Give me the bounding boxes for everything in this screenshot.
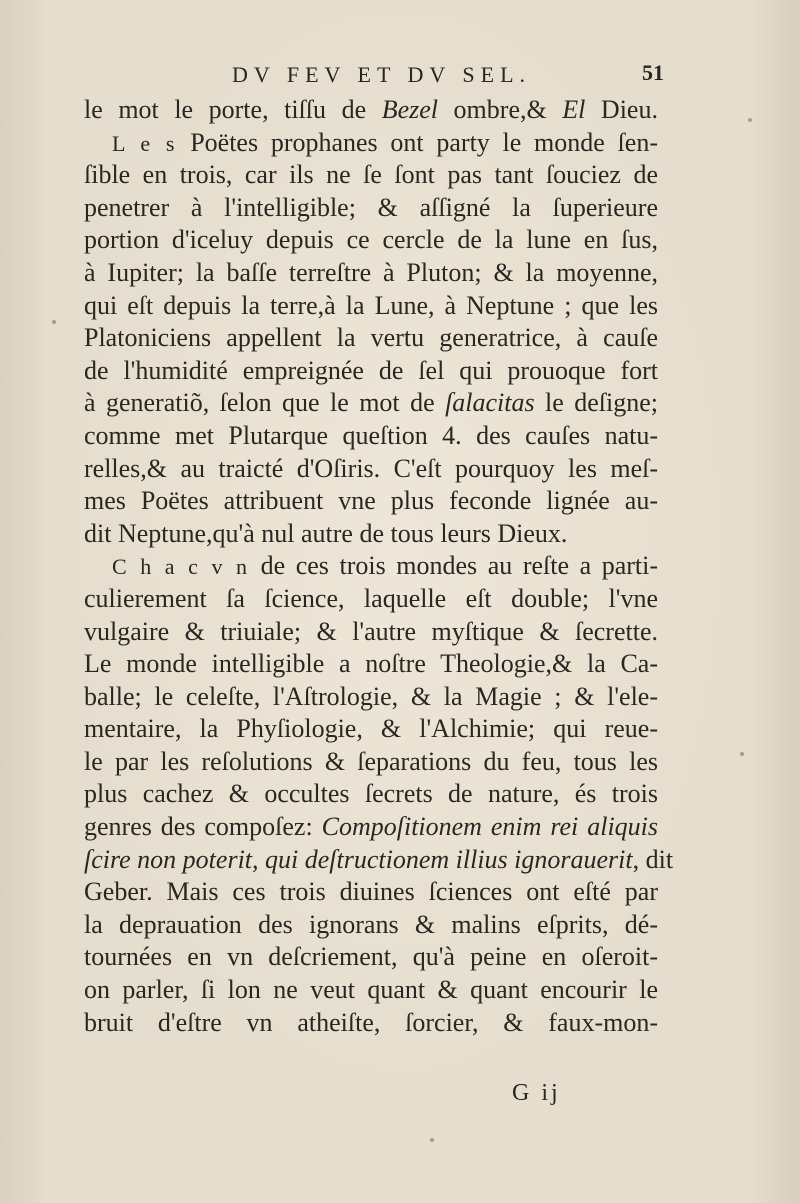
paper-speck [740, 752, 744, 756]
text-line: on parler, ſi lon ne veut quant & quant encourir le [84, 975, 658, 1005]
text-line: culierement ſa ſcience, laquelle eſt double; l'vne [84, 583, 658, 613]
text-line: vulgaire & triuiale; & l'autre myſtique & ſecrette. [84, 616, 658, 646]
text-line: genres des compoſez: Compoſitionem enim rei aliquis [84, 812, 659, 842]
text-line: balle; le celeſte, l'Aſtrologie, & la Magie ; & l'ele- [84, 681, 658, 711]
text-line: de l'humidité empreignée de ſel qui prouoque fort [84, 355, 658, 385]
text-line: mes Poëtes attribuent vne plus feconde lignée au- [84, 486, 658, 516]
text-line: portion d'iceluy depuis ce cercle de la lune en ſus, [84, 225, 658, 255]
text-line: bruit d'eſtre vn atheiſte, ſorcier, & faux-mon- [84, 1007, 658, 1037]
text-line: Platoniciens appellent la vertu generatrice, à cauſe [84, 323, 658, 353]
running-head: DV FEV ET DV SEL. [232, 62, 532, 87]
page-header [0, 62, 800, 96]
text-line: L e s Poëtes prophanes ont party le monde ſen- [112, 127, 658, 157]
text-line: tournées en vn deſcriement, qu'à peine en oſeroit- [84, 942, 658, 972]
text-line: le mot le porte, tiſſu de Bezel ombre,& El Dieu. [84, 95, 658, 124]
text-line: ſcire non poterit, qui deſtructionem illius ignorauerit, dit [84, 844, 674, 874]
text-line: mentaire, la Phyſiologie, & l'Alchimie; qui reue- [84, 714, 658, 744]
text-line: penetrer à l'intelligible; & aſſigné la ſuperieure [84, 192, 658, 222]
text-line: le par les reſolutions & ſeparations du feu, tous les [84, 746, 658, 776]
body-text [84, 94, 674, 1039]
text-line: ſible en trois, car ils ne ſe ſont pas tant ſouciez de [84, 160, 658, 190]
signature-mark: G ij [512, 1080, 561, 1106]
text-line: à generatiõ, ſelon que le mot de ſalacitas le deſigne; [84, 388, 659, 418]
text-line: relles,& au traicté d'Oſiris. C'eſt pourquoy les meſ- [84, 453, 658, 483]
paper-speck [748, 118, 752, 122]
text-line: comme met Plutarque queſtion 4. des cauſes natu- [84, 420, 658, 450]
text-line: Geber. Mais ces trois diuines ſciences ont eſté par [84, 877, 658, 907]
page-number: 51 [642, 60, 664, 85]
text-line: plus cachez & occultes ſecrets de nature, és trois [84, 779, 658, 809]
text-line: C h a c v n de ces trois mondes au reſte a parti- [112, 551, 658, 581]
text-line: dit Neptune,qu'à nul autre de tous leurs Dieux. [84, 518, 568, 548]
text-line: Le monde intelligible a noſtre Theologie,& la Ca- [84, 649, 658, 679]
text-line: la deprauation des ignorans & malins eſprits, dé- [84, 909, 658, 939]
paper-speck [430, 1138, 434, 1142]
text-line: qui eſt depuis la terre,à la Lune, à Neptune ; que les [84, 290, 658, 320]
paper-speck [52, 320, 56, 324]
text-line: à Iupiter; la baſſe terreſtre à Pluton; & la moyenne, [84, 257, 658, 287]
page-footer [0, 1080, 800, 1110]
